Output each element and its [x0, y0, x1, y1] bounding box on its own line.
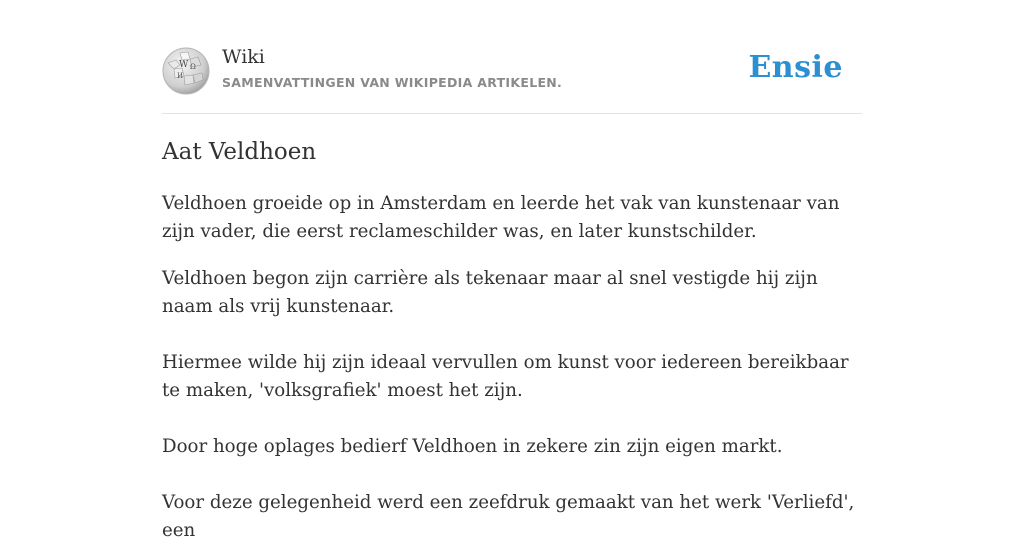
svg-text:И: И: [177, 72, 184, 80]
article: [162, 136, 862, 545]
article-title: Aat Veldhoen: [162, 139, 317, 165]
site-name-link[interactable]: Wiki: [222, 46, 265, 68]
brand-logo-link[interactable]: Ensie: [748, 50, 843, 85]
article-paragraph: Door hoge oplages bedierf Veldhoen in zekere zin zijn eigen markt.: [162, 436, 783, 457]
article-paragraph: Hiermee wilde hij zijn ideaal vervullen om kunst voor iedereen bereikbaar te maken, 'volksgrafiek' moest het zijn.: [162, 352, 849, 401]
svg-text:W: W: [179, 60, 189, 70]
site-header: [162, 44, 862, 114]
svg-text:Ω: Ω: [190, 63, 196, 71]
article-paragraph: Voor deze gelegenheid werd een zeefdruk gemaakt van het werk 'Verliefd', een: [162, 492, 855, 541]
article-body: [162, 190, 862, 545]
article-paragraph: Veldhoen groeide op in Amsterdam en leerde het vak van kunstenaar van zijn vader, die eerst reclameschilder was, en later kunstschilder.: [162, 193, 840, 242]
article-paragraph: Veldhoen begon zijn carrière als tekenaar maar al snel vestigde hij zijn naam als vrij kunstenaar.: [162, 268, 818, 317]
site-tagline: SAMENVATTINGEN VAN WIKIPEDIA ARTIKELEN.: [222, 75, 563, 90]
wikipedia-globe-icon[interactable]: [162, 47, 210, 95]
